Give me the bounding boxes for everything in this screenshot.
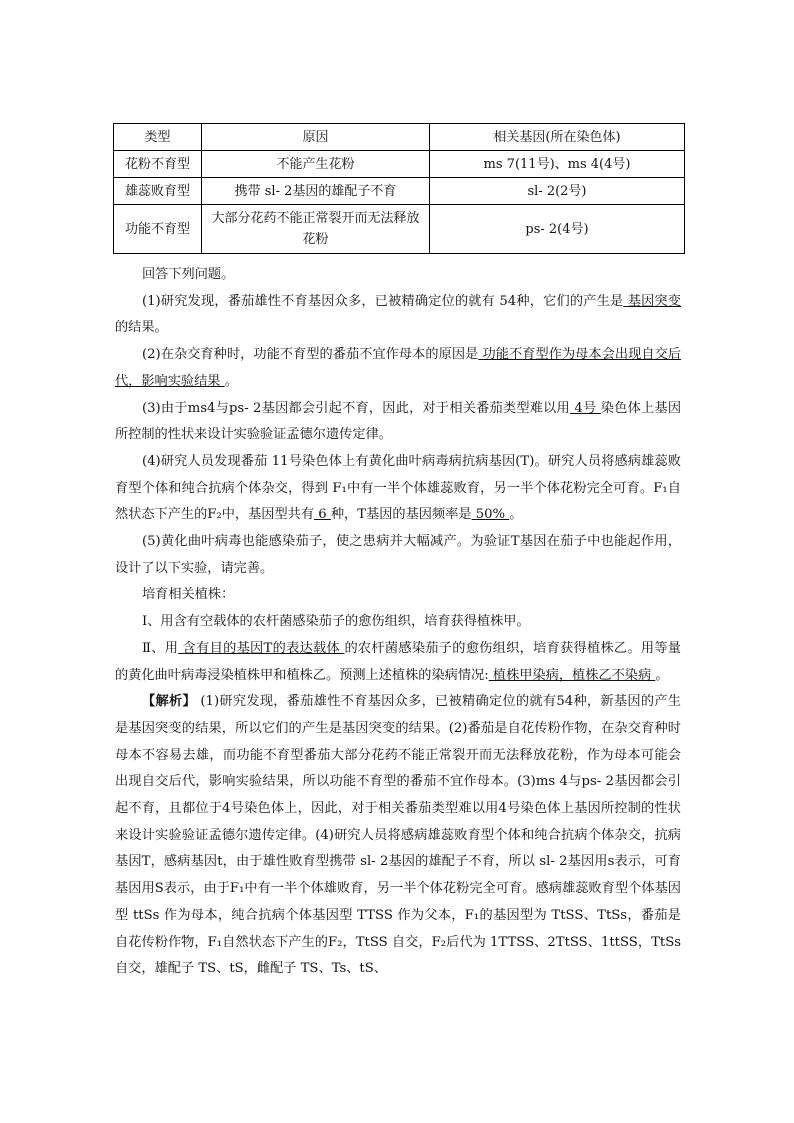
step2-text-mid: 的农杆菌感染茄子的愈伤组织，培育获得植株乙。用等量的黄化曲叶病毒浸染植株甲和植株乙。预测上述植株的染病情况: [115,640,681,683]
row-genes: ps- 2(4号) [430,205,685,254]
header-genes: 相关基因(所在染色体) [430,124,685,151]
table-row [114,205,685,254]
q1-text-after: 的结果。 [115,320,168,336]
step2-text: Ⅱ、用 [142,640,179,656]
row-cause: 不能产生花粉 [202,151,430,178]
row-type: 雄蕊败育型 [114,178,202,205]
q1-text: (1)研究发现，番茄雄性不育基因众多，已被精确定位的就有 54种，它们的产生是 [142,293,624,309]
analysis-tag: 【解析】 [142,694,196,710]
step-title: 培育相关植株： [142,587,235,603]
step-2 [115,636,681,689]
row-type: 花粉不育型 [114,151,202,178]
analysis [115,689,681,983]
q4-answer-a: 6 [314,507,331,523]
step2-text-after: 。 [655,667,669,683]
step-1: Ⅰ、用含有空载体的农杆菌感染茄子的愈伤组织，培育获得植株甲。 [142,614,530,630]
sterility-type-table [113,123,685,254]
intro-line: 回答下列问题。 [142,267,235,282]
question-4 [115,449,681,529]
q1-answer: 基因突变 [623,293,681,309]
row-type: 功能不育型 [114,205,202,254]
q2-text: (2)在杂交育种时，功能不育型的番茄不宜作母本的原因是 [142,347,479,363]
q4-text-b: 种，T基因的基因频率是 [330,507,472,523]
question-1 [115,289,681,342]
row-genes: ms 7(11号)、ms 4(4号) [430,151,685,178]
table-row [114,178,685,205]
question-3 [115,396,681,449]
q3-text: (3)由于ms4与ps- 2基因都会引起不育，因此，对于相关番茄类型难以用 [142,400,570,416]
question-5: (5)黄化曲叶病毒也能感染茄子，使之患病并大幅减产。为验证T基因在茄子中也能起作用，设计了以下实验，请完善。 [115,534,681,576]
header-cause: 原因 [202,124,430,151]
analysis-text: (1)研究发现，番茄雄性不育基因众多，已被精确定位的就有54种，新基因的产生是基因突变的结果，所以它们的产生是基因突变的结果。(2)番茄是自花传粉作物，在杂交育种时母本不容易去雄，而功能不育型番茄大部分花药不能正常裂开而无法释放花粉，作为母本可能会出现自交后代，影响实验结果，所以功能不育型的番茄不宜作母本。(3)ms 4与ps- 2基因都会引起不育，且都位于4号染色体上，因此，对于相关番茄类型难以用4号染色体上基因所控制的性状来设计实验验证孟德尔遗传定律。(4)研究人员将感病雄蕊败育型个体和纯合抗病个体杂交，抗病基因T，感病基因t，由于雄性败育型携带 sl- 2基因的雄配子不育，所以 sl- 2基因用s表示，可育基因用S表示，由于F₁中有一半个体雄败育，另一半个体花粉完全可育。感病雄蕊败育型个体基因型 ttSs 作为母本，纯合抗病个体基因型 TTSS 作为父本，F₁的基因型为 TtSS、TtSs，番茄是自花传粉作物，F₁自然状态下产生的F₂，TtSS 自交，F₂后代为 1TTSS、2TtSS、1ttSS，TtSs自交，雄配子 TS、tS，雌配子 TS、Ts、tS、 [115,694,681,977]
q2-text-after: 。 [224,373,238,389]
table-header-row [114,124,685,151]
q4-text-a: (4)研究人员发现番茄 11号染色体上有黄化曲叶病毒病抗病基因(T)。研究人员将感病雄蕊败育型个体和纯合抗病个体杂交，得到 F₁中有一半个体雄蕊败育，另一半个体花粉完全可育。F₁自然状态下产生的F₂中，基因型共有 [115,453,681,523]
q2-answer: 功能不育型作为母本会出现自交后代，影响实验结果 [115,347,681,389]
q4-text-c: 。 [509,507,523,523]
q3-text-after: 染色体上基因所控制的性状来设计实验验证孟德尔遗传定律。 [115,400,682,443]
table-row [114,151,685,178]
question-2 [115,342,681,395]
q3-answer: 4号 [569,400,601,416]
row-cause: 大部分花药不能正常裂开而无法释放花粉 [202,205,430,254]
row-cause: 携带 sl- 2基因的雄配子不育 [202,178,430,205]
question-body [115,262,681,983]
q4-answer-b: 50% [471,507,510,523]
step2-answer-2: 植株甲染病，植株乙不染病 [488,667,656,683]
step2-answer: 含有目的基因T的表达载体 [178,640,345,656]
row-genes: sl- 2(2号) [430,178,685,205]
header-type: 类型 [114,124,202,151]
